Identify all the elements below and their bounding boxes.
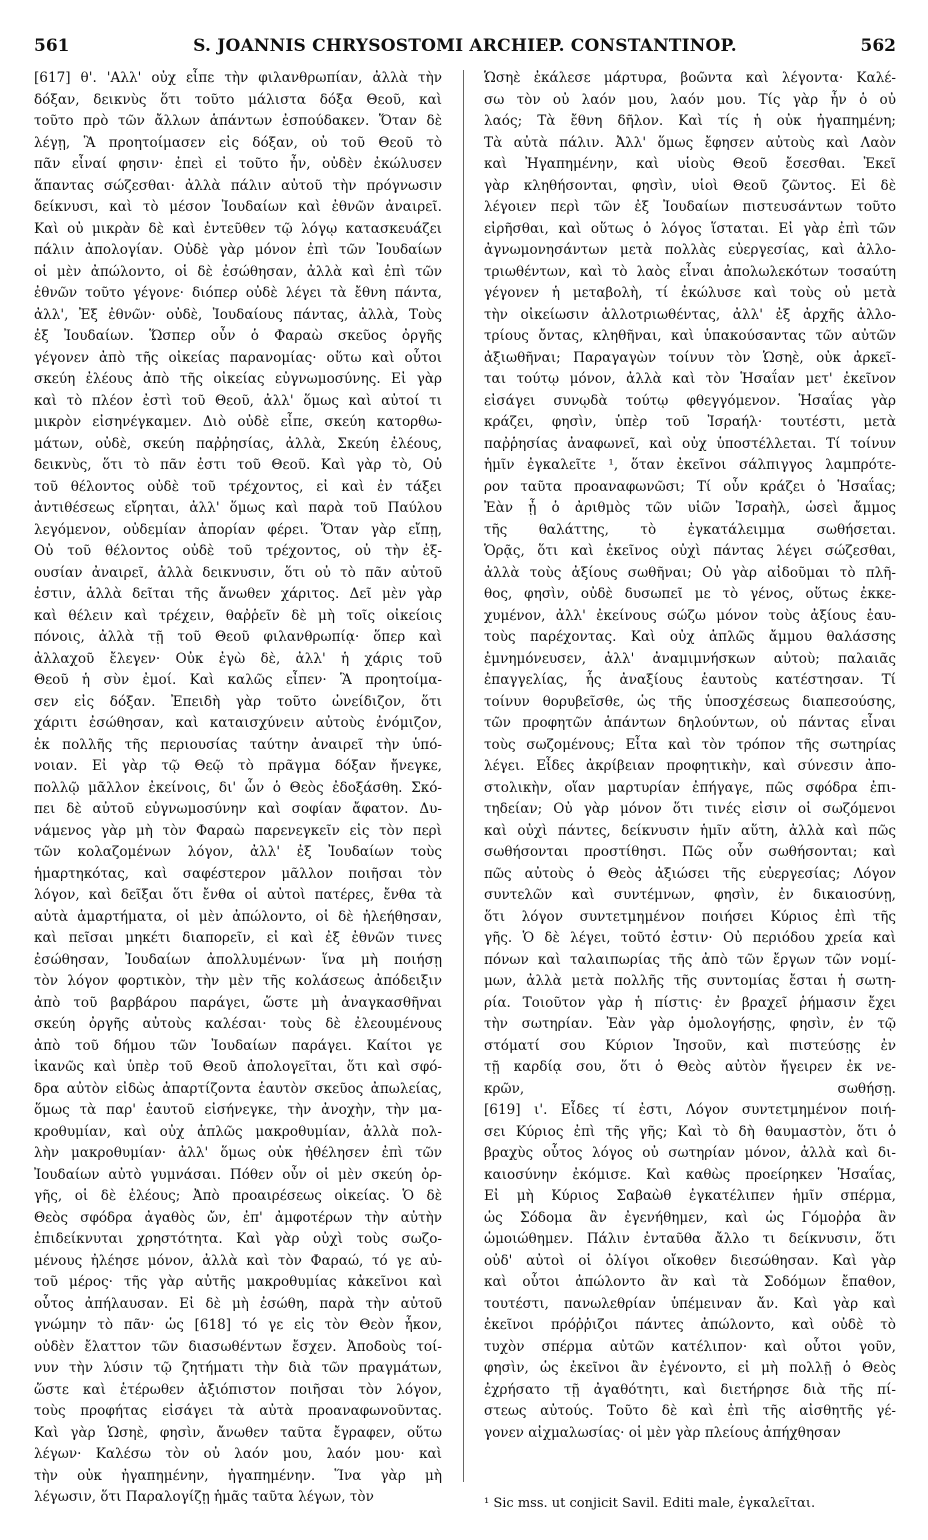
text-line: ἐπιδείκνυται χρηστότητα. Καὶ γὰρ οὐχὶ τοὺς σωζο- bbox=[34, 1231, 442, 1247]
text-line: σκεύη ἐλέους ἀπὸ τῆς οἰκείας εὐγνωμοσύνης. Εἰ γὰρ bbox=[34, 371, 442, 387]
text-line: τρίους ὄντας, κληθῆναι, καὶ ὑπακούσαντας τῶν αὐτῶν bbox=[484, 328, 896, 344]
text-line: θος, φησὶν, οὐδὲ δυσωπεῖ με τὸ γένος, οὕτως ἐκκε- bbox=[484, 586, 896, 602]
text-line: κράζει, φησὶν, ὑπὲρ τοῦ Ἰσραήλ· τουτέστι, μετὰ bbox=[484, 414, 896, 430]
text-line: ὡμοιώθημεν. Πάλιν ἐνταῦθα ἄλλο τι δείκνυσιν, ὅτι bbox=[484, 1231, 896, 1247]
text-line: ἐστιν, ἀλλὰ δεῖται τῆς ἄνωθεν χάριτος. Δεῖ μὲν γὰρ bbox=[34, 586, 442, 602]
footnote: ¹ Sic mss. ut conjicit Savil. Editi male, ἐγκαλεῖται. bbox=[484, 1496, 816, 1511]
text-line: ἀντιθέσεως εἴρηται, ἀλλ' ὅμως καὶ παρὰ τοῦ Παύλου bbox=[34, 500, 442, 516]
text-line: δείκνυσι, καὶ τὸ μέσον Ἰουδαίων καὶ ἐθνῶν ἀναιρεῖ. bbox=[34, 199, 442, 215]
text-line: μένους ἠλέησε μόνον, ἀλλὰ καὶ τὸν Φαραώ, τό γε αὐ- bbox=[34, 1252, 442, 1269]
text-line: λέγωσιν, ὅτι Παραλογίζῃ ἡμᾶς ταῦτα λέγων, τὸν bbox=[34, 1489, 374, 1505]
text-line: οὐδὲν ἔλαττον τῶν διασωθέντων ἔσχεν. Ἀποδοὺς τοί- bbox=[34, 1338, 442, 1355]
text-line: ὡς Σόδομα ἂν ἐγενήθημεν, καὶ ὡς Γόμοῤῥα ἂν bbox=[484, 1209, 896, 1226]
text-line: οὐδ' αὐτοὶ οἱ ὀλίγοι οἴκοθεν διεσώθησαν. Καὶ γὰρ bbox=[484, 1252, 896, 1269]
text-line: Ὡσηὲ ἐκάλεσε μάρτυρα, βοῶντα καὶ λέγοντα· Καλέ- bbox=[484, 70, 896, 86]
text-line: δόξαν, δεικνὺς ὅτι τοῦτο μάλιστα δόξα Θεοῦ, καὶ bbox=[34, 91, 442, 108]
text-line: Καὶ οὐ μικρὰν δὲ καὶ ἐντεῦθεν τῷ λόγῳ κατασκευάζει bbox=[34, 220, 442, 237]
text-line: ἱκανῶς καὶ ὑπὲρ τοῦ Θεοῦ ἀπολογεῖται, ὅτι καὶ σφό- bbox=[34, 1059, 442, 1075]
text-line: ρον ταῦτα προαναφωνῶσι; Τί οὖν κράζει ὁ Ἡσαΐας; bbox=[484, 478, 896, 495]
text-line: κροθυμίαν, καὶ οὐχ ἁπλῶς μακροθυμίαν, ἀλλὰ πολ- bbox=[34, 1123, 442, 1140]
text-line: συντελῶν καὶ συντέμνων, φησὶν, ἐν δικαιοσύνῃ, bbox=[484, 887, 896, 903]
text-line: χάριτι ἐσώθησαν, καὶ καταισχύνειν αὐτοὺς ἐνόμιζον, bbox=[34, 715, 442, 731]
text-line: τῇ καρδίᾳ σου, ὅτι ὁ Θεὸς αὐτὸν ἤγειρεν ἐκ νε- bbox=[484, 1059, 896, 1075]
text-line: ἐξ Ἰουδαίων. Ὥσπερ οὖν ὁ Φαραὼ σκεῦος ὀργῆς bbox=[34, 328, 442, 344]
text-line: λέγων· Καλέσω τὸν οὐ λαόν μου, λαόν μου· καὶ bbox=[34, 1446, 442, 1462]
text-line: πει δὲ αὐτοῦ εὐγνωμοσύνην καὶ σοφίαν ἄφατον. Δυ- bbox=[34, 801, 442, 817]
text-line: ουσίαν ἀναιρεῖ, ἀλλὰ δεικνυσιν, ὅτι οὐ τὸ πᾶν αὐτοῦ bbox=[34, 564, 442, 581]
text-line: σω τὸν οὐ λαόν μου, λαόν μου. Τίς γὰρ ἦν ὁ οὐ bbox=[484, 91, 896, 108]
text-line: νοιαν. Εἰ γὰρ τῷ Θεῷ τὸ πρᾶγμα δόξαν ἤνεγκε, bbox=[34, 758, 442, 774]
text-line: οἱ μὲν ἀπώλοντο, οἱ δὲ ἐσώθησαν, ἀλλὰ καὶ ἐπὶ τῶν bbox=[34, 263, 442, 280]
text-line: τὴν οἰκείωσιν ἀλλοτριωθέντας, ἀλλ' ἐξ ἀρχῆς ἀλλο- bbox=[484, 306, 896, 323]
text-line: ἀλλὰ τοὺς ἀξίους σωθῆναι; Οὐ γὰρ αἰδοῦμαι τὸ πλῆ- bbox=[484, 564, 896, 581]
text-line: στολικὴν, οἵαν μαρτυρίαν ἐπήγαγε, πῶς σφόδρα ἐπι- bbox=[484, 779, 896, 796]
text-line: σωθήσονται προστίθησι. Πῶς οὖν σωθήσονται; καὶ bbox=[484, 844, 896, 860]
text-line: [617] θ'. 'Αλλ' οὐχ εἶπε τὴν φιλανθρωπίαν, ἀλλὰ τὴν bbox=[34, 70, 442, 86]
text-line: σκεύη ὀργῆς αὐτοὺς καλέσαι· τοὺς δὲ ἐλεουμένους bbox=[34, 1016, 442, 1032]
text-line: πολλῷ μᾶλλον ἐκείνοις, δι' ὧν ὁ Θεὸς ἐδοξάσθη. Σκό- bbox=[34, 779, 442, 796]
text-line: λέγοιεν περὶ τῶν ἐξ Ἰουδαίων πιστευσάντων τοῦτο bbox=[484, 199, 896, 215]
text-line: καιοσύνην ἐκόμισε. Καὶ καθὼς προείρηκεν Ἡσαΐας, bbox=[484, 1166, 896, 1183]
text-line: καὶ θέλειν καὶ τρέχειν, θαῤῥεῖν δὲ μὴ τοῖς οἰκείοις bbox=[34, 607, 442, 624]
running-title: S. JOANNIS CHRYSOSTOMI ARCHIEP. CONSTANTINOP. bbox=[193, 36, 737, 56]
text-line: ἐμνημόνευσεν, ἀλλ' ἀναμιμνήσκων αὐτοὺ; παλαιᾶς bbox=[484, 650, 896, 667]
text-line: γῆς, οἱ δὲ ἐλέους; Ἀπὸ προαιρέσεως οἰκείας. Ὁ δὲ bbox=[34, 1188, 442, 1204]
text-line: πάλιν ἀπολογίαν. Οὐδὲ γὰρ μόνον ἐπὶ τῶν Ἰουδαίων bbox=[34, 242, 442, 258]
text-line: γνώμην τὸ πᾶν· ὡς [618] τό γε εἰς τὸν Θεὸν ἧκον, bbox=[34, 1317, 442, 1333]
left-text-column bbox=[34, 68, 442, 1509]
text-line: ὅτι λόγον συντετμημένον ποιήσει Κύριος ἐπὶ τῆς bbox=[484, 908, 896, 925]
text-line: ὅμως τὰ παρ' ἑαυτοῦ εἰσήνεγκε, τὴν ἀνοχὴν, τὴν μα- bbox=[34, 1102, 442, 1118]
text-line: Καὶ γὰρ Ὡσηὲ, φησὶν, ἄνωθεν ταῦτα ἔγραφεν, οὕτω bbox=[34, 1424, 442, 1441]
text-line: πᾶν εἶναί φησιν· ἐπεὶ εἰ τοῦτο ἦν, οὐδὲν ἐκώλυσεν bbox=[34, 156, 442, 172]
text-line: νυν τὴν λύσιν τῷ ζητήματι τὴν διὰ τῶν πραγμάτων, bbox=[34, 1360, 442, 1376]
text-line: οὗτος ἀπήλαυσαν. Εἰ δὲ μὴ ἐσώθη, παρὰ τὴν αὐτοῦ bbox=[34, 1295, 442, 1312]
text-line: πόνοις, ἀλλὰ τῇ τοῦ Θεοῦ φιλανθρωπίᾳ· ὅπερ καὶ bbox=[34, 629, 442, 645]
text-line: τὴν οὐκ ἠγαπημένην, ἠγαπημένην. Ἵνα γὰρ μὴ bbox=[34, 1467, 442, 1484]
text-line: Θεοῦ ἡ σὺν ἐμοί. Καὶ καλῶς εἶπεν· Ἃ προητοίμα- bbox=[34, 672, 442, 688]
text-line: ὥστε καὶ ἑτέρωθεν ἀξιόπιστον ποιῆσαι τὸν λόγον, bbox=[34, 1381, 442, 1398]
text-line: καὶ Ἠγαπημένην, καὶ υἱοὺς Θεοῦ ἔσεσθαι. Ἐκεῖ bbox=[484, 156, 896, 172]
text-line: τῆς θαλάττης, τὸ ἐγκατάλειμμα σωθήσεται. bbox=[484, 521, 896, 538]
text-line: ἡμῖν ἐγκαλεῖτε ¹, ὅταν ἐκεῖνοι σάλπιγγος λαμπρότε- bbox=[484, 457, 896, 473]
text-line: πόνων καὶ ταλαιπωρίας τῆς ἀπὸ τῶν ἔργων τῶν νομί- bbox=[484, 951, 896, 968]
text-line: ται τούτῳ μόνον, ἀλλὰ καὶ τὸν Ἡσαΐαν μετ' ἐκεῖνον bbox=[484, 371, 896, 387]
text-line: Θεὸς σφόδρα ἀγαθὸς ὤν, ἐπ' ἀμφοτέρων τὴν αὐτὴν bbox=[34, 1209, 442, 1226]
text-line: τριωθέντων, καὶ τὸ λαὸς εἶναι ἀπολωλεκότων τοσαύτη bbox=[484, 263, 896, 280]
text-line: τηδείαν; Οὐ γὰρ μόνον ὅτι τινές εἰσιν οἱ σωζόμενοι bbox=[484, 801, 896, 817]
text-line: λαός; Τὰ ἔθνη δῆλον. Καὶ τίς ἡ οὐκ ἠγαπημένη; bbox=[484, 113, 896, 129]
text-line: μων, ἀλλὰ μετὰ πολλῆς τῆς συντομίας ἔσται ἡ σωτη- bbox=[484, 973, 896, 989]
text-line: τὴν σωτηρίαν. Ἐὰν γὰρ ὁμολογήσῃς, φησὶν, ἐν τῷ bbox=[484, 1016, 896, 1032]
text-line: Οὐ τοῦ θέλοντος οὐδὲ τοῦ τρέχοντος, οὐ τὴν ἐξ- bbox=[34, 543, 442, 559]
text-line: στεως αὐτούς. Τοῦτο δὲ καὶ ἐπὶ τῆς αἰσθητῆς γέ- bbox=[484, 1403, 896, 1419]
text-line: σει Κύριος ἐπὶ τῆς γῆς; Καὶ τὸ δὴ θαυμαστὸν, ὅτι ὁ bbox=[484, 1123, 896, 1140]
text-line: ἀλλ', Ἐξ ἐθνῶν· οὐδὲ, Ἰουδαίους πάντας, ἀλλὰ, Τοὺς bbox=[34, 306, 442, 323]
text-line: χυμένον, ἀλλ' ἐκείνους σώζω μόνον τοὺς ἀξίους ἑαυ- bbox=[484, 607, 896, 624]
text-line: εἰσάγει συνῳδὰ τούτῳ φθεγγόμενον. Ἡσαΐας γὰρ bbox=[484, 392, 896, 409]
text-line: καὶ οὗτοι ἀπώλοντο ἂν καὶ τὰ Σοδόμων ἔπαθον, bbox=[484, 1274, 896, 1290]
text-line: ἀλλαχοῦ ἔλεγεν· Οὐκ ἐγὼ δὲ, ἀλλ' ἡ χάρις τοῦ bbox=[34, 650, 442, 667]
text-line: τοῦ θέλοντος οὐδὲ τοῦ τρέχοντος, εἰ καὶ ἐν τάξει bbox=[34, 478, 442, 495]
text-line: πῶς αὐτοὺς ὁ Θεὸς ἀξιώσει τῆς εὐεργεσίας; Λόγον bbox=[484, 865, 896, 882]
text-line: ἀπὸ τοῦ βαρβάρου παράγει, ὥστε μὴ ἀναγκασθῆναι bbox=[34, 994, 442, 1011]
text-line: ἀγνωμονησάντων μετὰ πολλὰς εὐεργεσίας, καὶ ἀλλο- bbox=[484, 242, 896, 258]
text-line: τοὺς προφήτας εἰσάγει τὰ αὐτὰ προαναφωνοῦντας. bbox=[34, 1403, 442, 1419]
text-line: σεν εἰς δόξαν. Ἐπειδὴ γὰρ τοῦτο ὠνείδιζον, ὅτι bbox=[34, 693, 442, 710]
text-line: μάτων, οὐδὲ, σκεύη παῤῥησίας, ἀλλὰ, Σκεύη ἐλέους, bbox=[34, 435, 442, 452]
text-line: αὐτὰ ἁμαρτήματα, οἱ μὲν ἀπώλοντο, οἱ δὲ ἠλεήθησαν, bbox=[34, 908, 442, 925]
text-line: δεικνὺς, ὅτι τὸ πᾶν ἐστι τοῦ Θεοῦ. Καὶ γὰρ τὸ, Οὐ bbox=[34, 457, 442, 473]
text-line: παῤῥησίας ἀναφωνεῖ, καὶ οὐχ ὑποστέλλεται. Τί τοίνυν bbox=[484, 435, 896, 452]
right-text-column bbox=[484, 68, 896, 1444]
text-line: λέγει. Εἶδες ἀκρίβειαν προφητικὴν, καὶ σύνεσιν ἀπο- bbox=[484, 758, 896, 774]
text-line: τοῦτο πρὸ τῶν ἄλλων ἁπάντων ἐσπούδακεν. Ὅταν δὲ bbox=[34, 113, 442, 129]
text-line: ἀπὸ τοῦ δήμου τῶν Ἰουδαίων παράγει. Καίτοι γε bbox=[34, 1037, 442, 1054]
text-line: ἐκεῖνοι πρόῤῥιζοι πάντες ἀπώλοντο, καὶ οὐδὲ τὸ bbox=[484, 1317, 896, 1333]
text-line: ἀξιωθῆναι; Παραγαγὼν τοίνυν τὸν Ὡσηὲ, οὐκ ἀρκεῖ- bbox=[484, 349, 896, 366]
text-line: γέγονεν ἡ μεταβολὴ, τί ἐκώλυσε καὶ τοὺς οὐ μετὰ bbox=[484, 285, 896, 301]
text-line: καὶ οὐχὶ πάντες, δείκνυσιν ἡμῖν αὕτη, ἀλλὰ καὶ πῶς bbox=[484, 822, 896, 839]
text-line: [619] ι'. Εἶδες τί ἐστι, Λόγον συντετμημένον ποιή- bbox=[484, 1102, 896, 1118]
column-divider bbox=[463, 70, 464, 1482]
text-line: γονεν αἰχμαλωσίας· οἱ μὲν γὰρ πλείους ἀπήχθησαν bbox=[484, 1424, 841, 1441]
text-line: ἐπαγγελίας, ἧς ἀναξίους ἑαυτοὺς κατέστησαν. Τί bbox=[484, 672, 896, 688]
text-line: Τὰ αὐτὰ πάλιν. Ἀλλ' ὅμως ἔφησεν αὐτοὺς καὶ Λαὸν bbox=[484, 134, 896, 151]
text-line: ἐσώθησαν, Ἰουδαίων ἀπολλυμένων· ἵνα μὴ ποιήσῃ bbox=[34, 951, 442, 968]
text-line: τῶν προφητῶν ἁπάντων δηλούντων, οὐ πάντας εἶναι bbox=[484, 715, 896, 731]
text-line: τοῦ μέρος· τῆς γὰρ αὐτῆς μακροθυμίας κἀκεῖνοι καὶ bbox=[34, 1274, 442, 1290]
text-line: γῆς. Ὁ δὲ λέγει, τοῦτό ἐστιν· Οὐ περιόδου χρεία καὶ bbox=[484, 930, 896, 946]
text-line: κρῶν, σωθήσῃ. bbox=[484, 1080, 896, 1097]
text-line: λεγόμενον, οὐδεμίαν ἀπορίαν φέρει. Ὅταν γὰρ εἴπῃ, bbox=[34, 521, 442, 538]
text-line: ἅπαντας σώζεσθαι· ἀλλὰ πάλιν αὐτοῦ τὴν πρόγνωσιν bbox=[34, 177, 442, 194]
text-line: μικρὸν εἰσηνέγκαμεν. Διὸ οὐδὲ εἶπε, σκεύη κατορθω- bbox=[34, 414, 442, 430]
running-header bbox=[34, 30, 896, 60]
text-line: τοὺς σωζομένους; Εἶτα καὶ τὸν τρόπον τῆς σωτηρίας bbox=[484, 736, 896, 753]
text-line: εἰρῆσθαι, καὶ οὕτως ὁ λόγος ἵσταται. Εἰ γὰρ ἐπὶ τῶν bbox=[484, 220, 896, 237]
text-line: τοίνυν θορυβεῖσθε, ὡς τῆς ὑποσχέσεως διαπεσούσης, bbox=[484, 693, 896, 710]
text-line: τοὺς παρέχοντας. Καὶ οὐχ ἁπλῶς ἄμμου θαλάσσης bbox=[484, 629, 896, 645]
text-line: τὸν λόγον φορτικὸν, τὴν μὲν τῆς κολάσεως ἀπόδειξιν bbox=[34, 973, 442, 989]
text-line: Ὁρᾷς, ὅτι καὶ ἐκεῖνος οὐχὶ πάντας λέγει σώζεσθαι, bbox=[484, 543, 896, 559]
text-line: λέγῃ, Ἃ προητοίμασεν εἰς δόξαν, οὐ τοῦ Θεοῦ τὸ bbox=[34, 134, 442, 151]
text-line: καὶ πεῖσαι μηκέτι διαπορεῖν, εἰ καὶ ἐξ ἐθνῶν τινες bbox=[34, 930, 442, 946]
text-line: Εἰ μὴ Κύριος Σαβαὼθ ἐγκατέλιπεν ἡμῖν σπέρμα, bbox=[484, 1188, 896, 1204]
text-line: στόματί σου Κύριον Ἰησοῦν, καὶ πιστεύσῃς ἐν bbox=[484, 1037, 896, 1054]
text-line: ἐκ πολλῆς τῆς περιουσίας ταύτην ἀναιρεῖ τὴν ὑπό- bbox=[34, 736, 442, 753]
text-line: Ἰουδαίων αὐτὸ γυμνάσαι. Πόθεν οὖν οἱ μὲν σκεύη ὀρ- bbox=[34, 1166, 442, 1183]
text-line: τυχὸν σπέρμα αὐτῶν κατέλιπον· καὶ οὗτοι γοῦν, bbox=[484, 1338, 896, 1355]
text-line: γὰρ κληθήσονται, φησὶν, υἱοὶ Θεοῦ ζῶντος. Εἰ δὲ bbox=[484, 177, 896, 194]
text-line: λόγον, καὶ δεῖξαι ὅτι ἔνθα οἱ αὐτοὶ πατέρες, ἔνθα τὰ bbox=[34, 887, 442, 903]
text-line: ἐθνῶν τοῦτο γέγονε· διόπερ οὐδὲ λέγει τὰ ἔθνη πάντα, bbox=[34, 285, 442, 301]
text-line: Ἐὰν ᾖ ὁ ἀριθμὸς τῶν υἱῶν Ἰσραὴλ, ὡσεὶ ἄμμος bbox=[484, 500, 896, 516]
text-line: τῶν κολαζομένων λόγον, ἀλλ' ἐξ Ἰουδαίων τοὺς bbox=[34, 844, 442, 860]
text-line: ἐχρήσατο τῇ ἀγαθότητι, καὶ διετήρησε διὰ τῆς πί- bbox=[484, 1381, 896, 1398]
text-line: δρα αὐτὸν εἰδὼς ἀπαρτίζοντα ἑαυτὸν σκεῦος ἀπωλείας, bbox=[34, 1080, 442, 1097]
text-line: ρία. Τοιοῦτον γὰρ ἡ πίστις· ἐν βραχεῖ ῥήμασιν ἔχει bbox=[484, 994, 896, 1011]
left-page-number: 561 bbox=[34, 36, 70, 56]
text-line: φησὶν, ὡς ἐκεῖνοι ἂν ἐγένοντο, εἰ μὴ πολλῇ ὁ Θεὸς bbox=[484, 1360, 896, 1376]
text-line: λὴν μακροθυμίαν· ἀλλ' ὅμως οὐκ ἠθέλησεν ἐπὶ τῶν bbox=[34, 1145, 442, 1161]
text-line: βραχὺς οὗτος λόγος οὐ σωτηρίαν μόνον, ἀλλὰ καὶ δι- bbox=[484, 1145, 896, 1161]
text-line: γέγονεν ἀπὸ τῆς οἰκείας παρανομίας· οὕτω καὶ οὗτοι bbox=[34, 349, 442, 366]
text-line: ἡμαρτηκότας, καὶ σαφέστερον μᾶλλον ποιῆσαι τὸν bbox=[34, 865, 442, 882]
text-line: νάμενος γὰρ μὴ τὸν Φαραὼ παρενεγκεῖν εἰς τὸν περὶ bbox=[34, 822, 442, 839]
right-page-number: 562 bbox=[860, 36, 896, 56]
text-line: τουτέστι, πανωλεθρίαν ὑπέμειναν ἄν. Καὶ γὰρ καὶ bbox=[484, 1295, 896, 1312]
text-line: καὶ τὸ πλέον ἐστὶ τοῦ Θεοῦ, ἀλλ' ὅμως καὶ αὐτοί τι bbox=[34, 392, 442, 409]
